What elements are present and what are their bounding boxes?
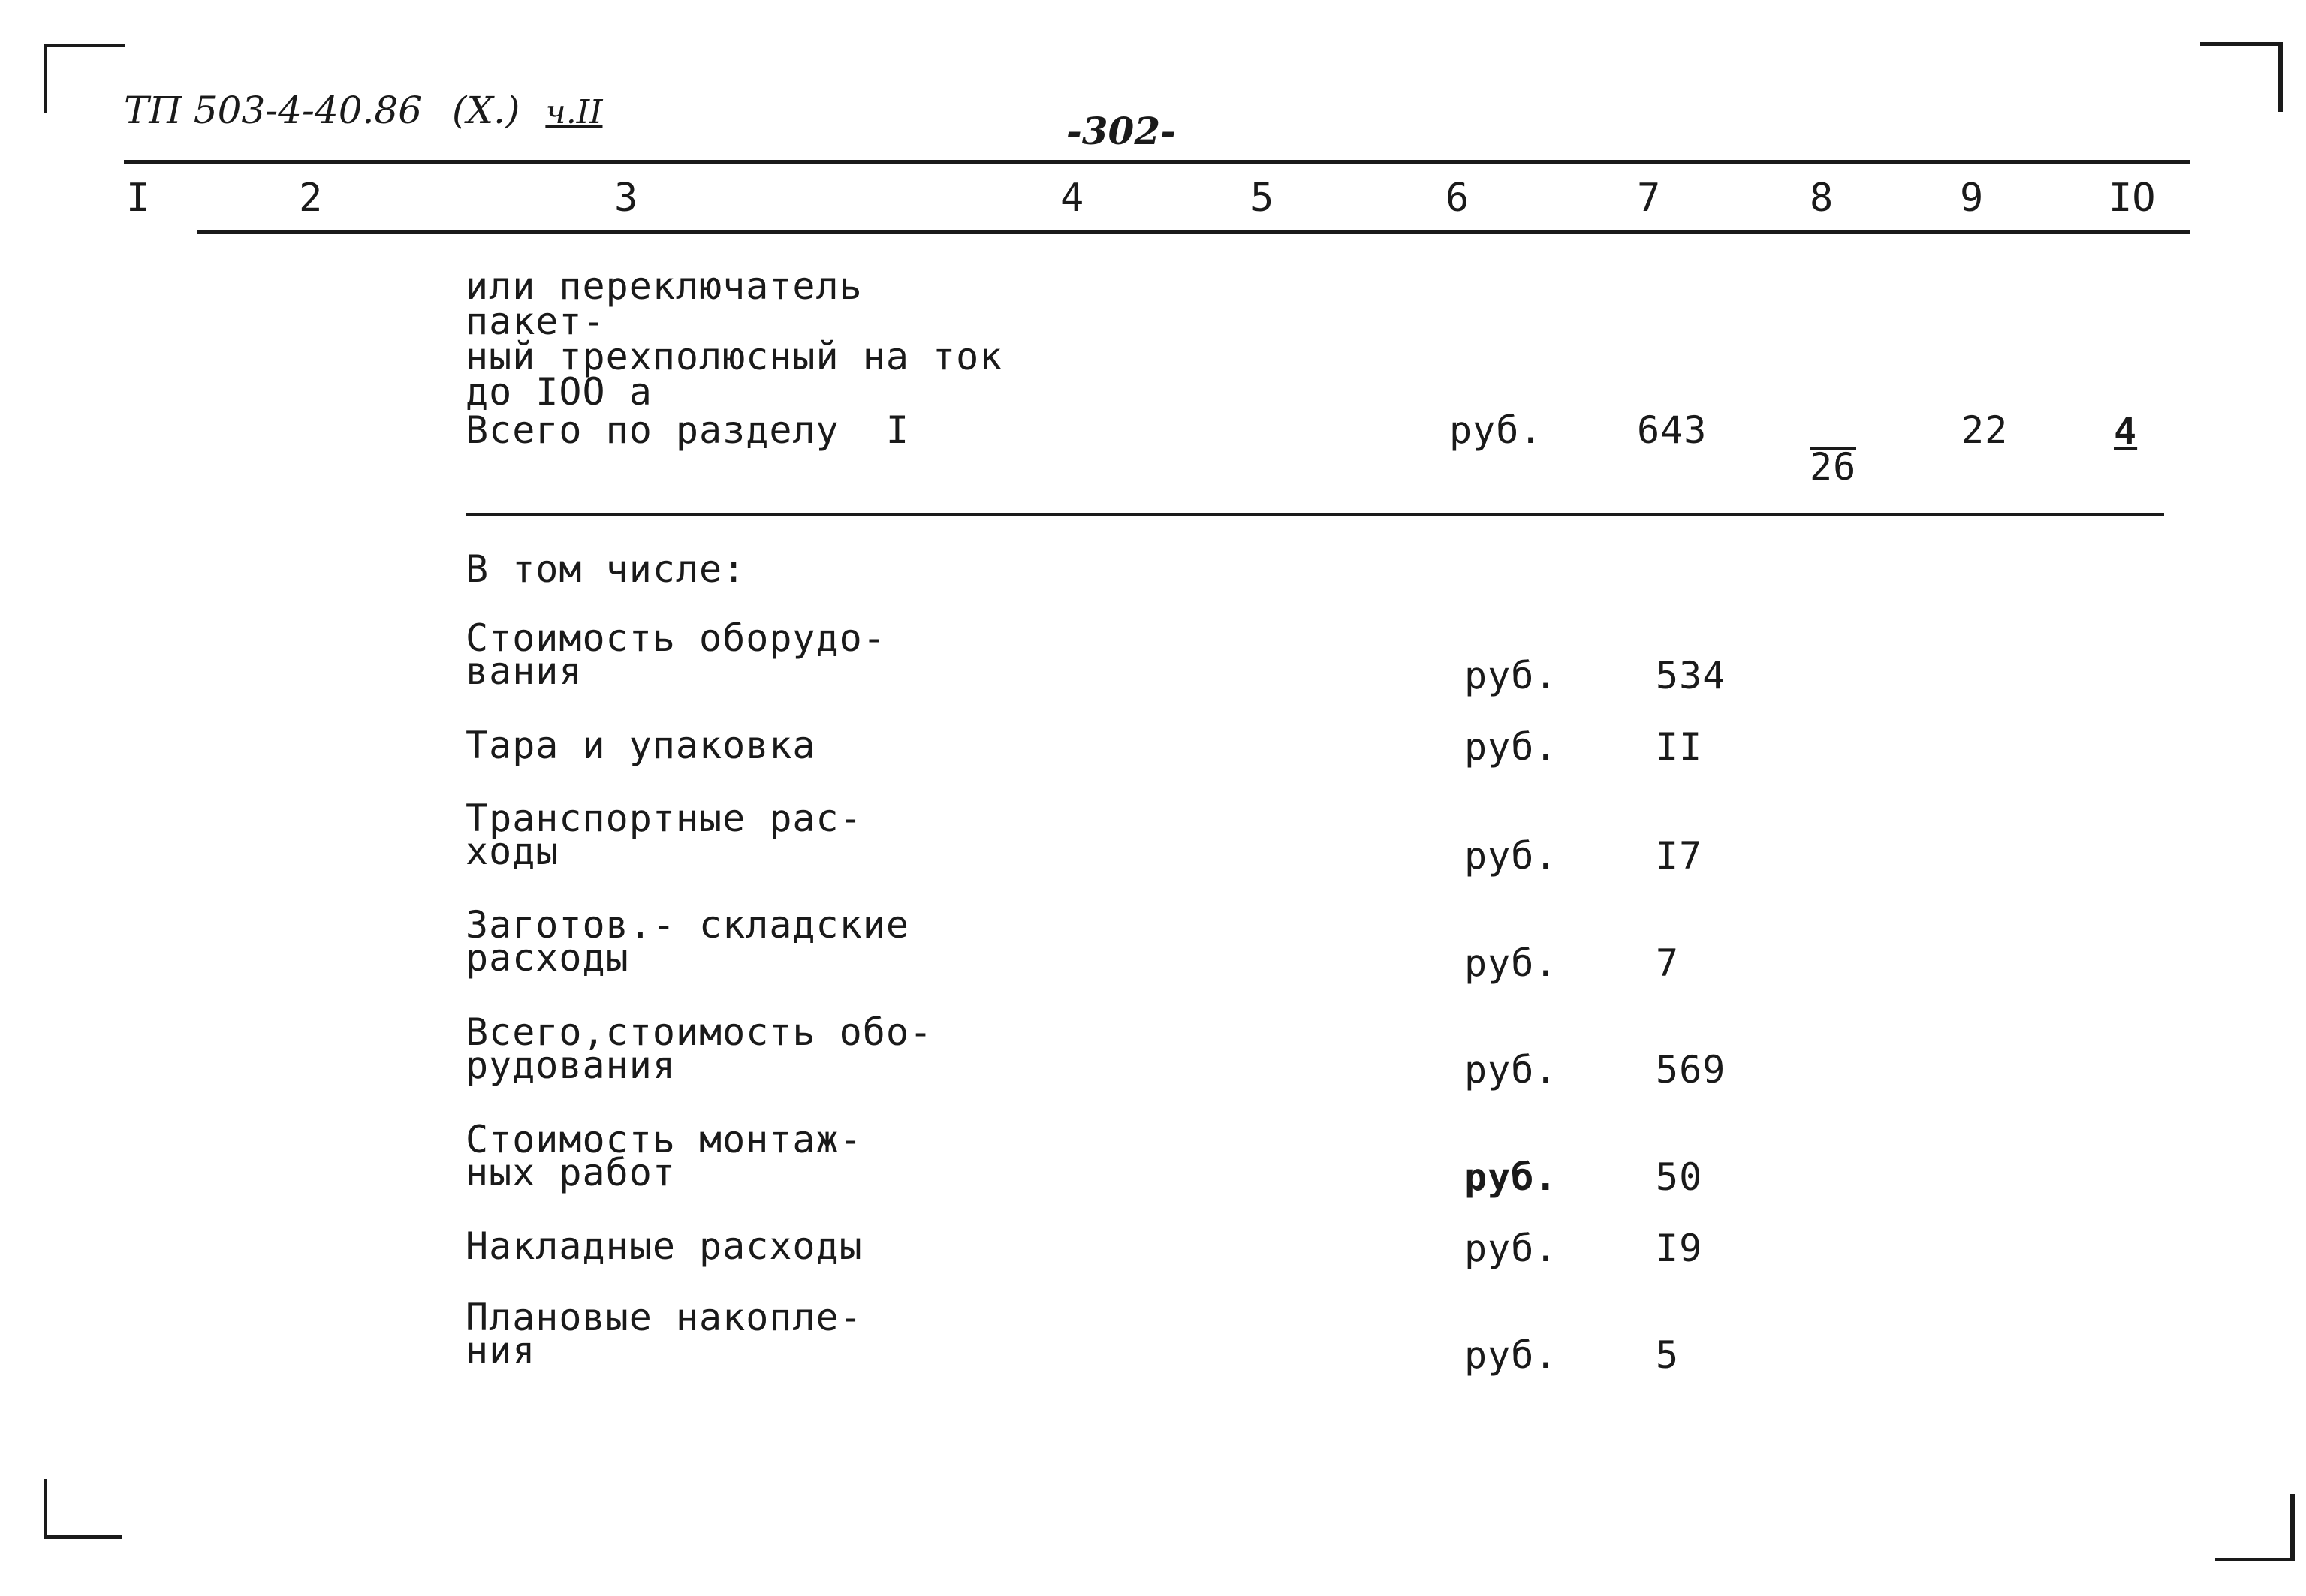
item-description-continuation: или переключатель пакет- ный трехполюсный на ток до IOO а bbox=[466, 264, 1003, 414]
section-total-col9: 22 bbox=[1961, 408, 2009, 452]
row-label: Стоимость монтаж- ных работ bbox=[466, 1118, 863, 1194]
row-label: Накладные расходы bbox=[466, 1224, 863, 1268]
corner-mark-bottom-right bbox=[2215, 1494, 2295, 1561]
column-number-10: IO bbox=[2109, 176, 2156, 221]
column-number-7: 7 bbox=[1637, 176, 1661, 221]
row-unit: руб. bbox=[1464, 654, 1558, 697]
column-number-6: 6 bbox=[1445, 176, 1470, 221]
section-total-unit: руб. bbox=[1449, 408, 1543, 452]
column-number-4: 4 bbox=[1060, 176, 1084, 221]
row-label: Заготов.- складские расходы bbox=[466, 903, 909, 980]
doc-part-text: ч.II bbox=[545, 93, 603, 131]
corner-mark-bottom-left bbox=[44, 1479, 122, 1539]
row-unit: руб. bbox=[1464, 941, 1558, 985]
section-total-col10: 4 bbox=[2114, 410, 2138, 453]
row-label: Всего,стоимость обо- рудования bbox=[466, 1010, 933, 1087]
row-value: 569 bbox=[1656, 1048, 1726, 1092]
doc-section-text: (Х.) bbox=[451, 89, 520, 132]
row-unit: руб. bbox=[1464, 1048, 1558, 1092]
row-value: 534 bbox=[1656, 654, 1726, 697]
row-label: Стоимость оборудо- вания bbox=[466, 616, 886, 693]
section-total-col7: 643 bbox=[1637, 408, 1708, 452]
section-divider bbox=[466, 513, 2164, 516]
row-unit: руб. bbox=[1464, 725, 1558, 769]
header-top-rule bbox=[124, 160, 2190, 164]
row-unit: руб. bbox=[1464, 1333, 1558, 1377]
column-number-3: 3 bbox=[614, 176, 638, 221]
row-value: II bbox=[1656, 725, 1703, 769]
row-unit: руб. bbox=[1464, 834, 1558, 878]
column-number-8: 8 bbox=[1810, 176, 1834, 221]
column-number-9: 9 bbox=[1960, 176, 1984, 221]
row-label: Плановые накопле- ния bbox=[466, 1296, 863, 1372]
column-number-5: 5 bbox=[1250, 176, 1274, 221]
column-number-2: 2 bbox=[299, 176, 323, 221]
row-unit: руб. bbox=[1464, 1155, 1558, 1199]
page-number: -302- bbox=[1066, 109, 1176, 153]
section-total-label: Всего по разделу I bbox=[466, 408, 909, 452]
row-label: Транспортные рас- ходы bbox=[466, 796, 863, 873]
row-value: I7 bbox=[1656, 834, 1703, 878]
document-code bbox=[124, 89, 602, 132]
row-value: 5 bbox=[1656, 1333, 1680, 1377]
row-value: I9 bbox=[1656, 1227, 1703, 1270]
row-value: 7 bbox=[1656, 941, 1680, 985]
column-number-1: I bbox=[126, 176, 150, 221]
section-total-col8: 26 bbox=[1810, 445, 1857, 489]
row-label: Тара и упаковка bbox=[466, 724, 816, 767]
row-value: 50 bbox=[1656, 1155, 1703, 1199]
row-unit: руб. bbox=[1464, 1227, 1558, 1270]
corner-mark-top-right bbox=[2200, 42, 2283, 112]
corner-mark-top-left bbox=[44, 44, 125, 113]
breakdown-subheading: В том числе: bbox=[466, 547, 746, 591]
header-bottom-rule bbox=[197, 230, 2190, 234]
doc-code-text: ТП 503-4-40.86 bbox=[124, 89, 423, 132]
